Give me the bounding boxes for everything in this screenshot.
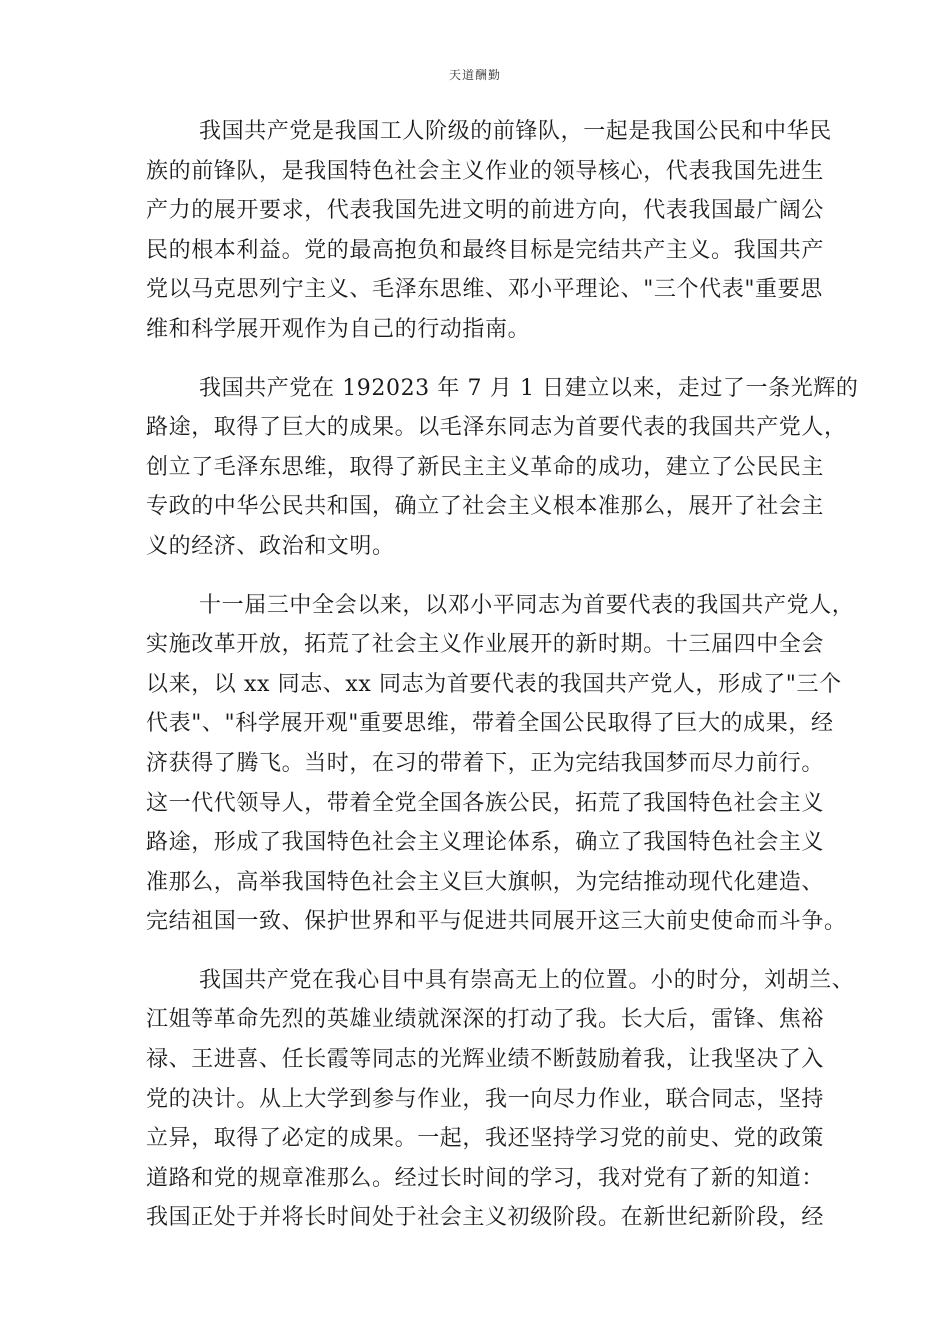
paragraph-1 [146,112,832,350]
paragraph-line: 创立了毛泽东思维，取得了新民主主义革命的成功，建立了公民民主 [146,454,825,480]
paragraph-line: 义的经济、政治和文明。 [146,533,395,559]
document-body [146,112,859,1257]
paragraph-line: 我国共产党在 192023 年 7 月 1 日建立以来，走过了一条光辉的 [199,375,859,401]
paragraph-3 [146,586,855,942]
page-header: 天道酬勤 [448,68,501,82]
paragraph-line: 江姐等革命先烈的英雄业绩就深深的打动了我。长大后，雷锋、焦裕 [146,1007,825,1033]
paragraph-line: 以来，以 xx 同志、xx 同志为首要代表的我国共产党人，形成了"三个 [146,671,842,697]
paragraph-line: 维和科学展开观作为自己的行动指南。 [146,316,531,342]
paragraph-line: 党的决计。从上大学到参与作业，我一向尽力作业，联合同志，坚持 [146,1086,825,1112]
paragraph-line: 族的前锋队，是我国特色社会主义作业的领导核心，代表我国先进生 [146,158,825,184]
paragraph-line: 实施改革开放，拓荒了社会主义作业展开的新时期。十三届四中全会 [146,632,825,658]
paragraph-line: 专政的中华公民共和国，确立了社会主义根本准那么，展开了社会主 [146,494,825,520]
paragraph-line: 我国共产党在我心目中具有崇高无上的位置。小的时分，刘胡兰、 [199,967,855,993]
paragraph-line: 产力的展开要求，代表我国先进文明的前进方向，代表我国最广阔公 [146,198,825,224]
paragraph-line: 完结祖国一致、保护世界和平与促进共同展开这三大前史使命而斗争。 [146,909,847,935]
paragraph-4 [146,961,855,1238]
paragraph-line: 我国共产党是我国工人阶级的前锋队，一起是我国公民和中华民 [199,119,832,144]
paragraph-line: 民的根本利益。党的最高抱负和最终目标是完结共产主义。我国共产 [146,237,825,263]
paragraph-2 [146,369,859,567]
paragraph-line: 代表"、"科学展开观"重要思维，带着全国公民取得了巨大的成果，经 [146,711,834,737]
paragraph-line: 党以马克思列宁主义、毛泽东思维、邓小平理论、"三个代表"重要思 [146,277,823,303]
paragraph-line: 路途，取得了巨大的成果。以毛泽东同志为首要代表的我国共产党人， [146,415,847,441]
paragraph-line: 立异，取得了必定的成果。一起，我还坚持学习党的前史、党的政策 [146,1126,825,1152]
paragraph-line: 这一代代领导人，带着全党全国各族公民，拓荒了我国特色社会主义 [146,790,825,816]
paragraph-line: 道路和党的规章准那么。经过长时间的学习，我对党有了新的知道： [146,1165,825,1191]
paragraph-line: 我国正处于并将长时间处于社会主义初级阶段。在新世纪新阶段，经 [146,1205,825,1231]
paragraph-line: 十一届三中全会以来，以邓小平同志为首要代表的我国共产党人， [199,592,855,618]
paragraph-line: 准那么，高举我国特色社会主义巨大旗帜，为完结推动现代化建造、 [146,869,825,895]
paragraph-line: 路途，形成了我国特色社会主义理论体系，确立了我国特色社会主义 [146,830,825,856]
paragraph-line: 禄、王进喜、任长霞等同志的光辉业绩不断鼓励着我，让我坚决了入 [146,1047,825,1073]
paragraph-line: 济获得了腾飞。当时，在习的带着下，正为完结我国梦而尽力前行。 [146,750,825,776]
